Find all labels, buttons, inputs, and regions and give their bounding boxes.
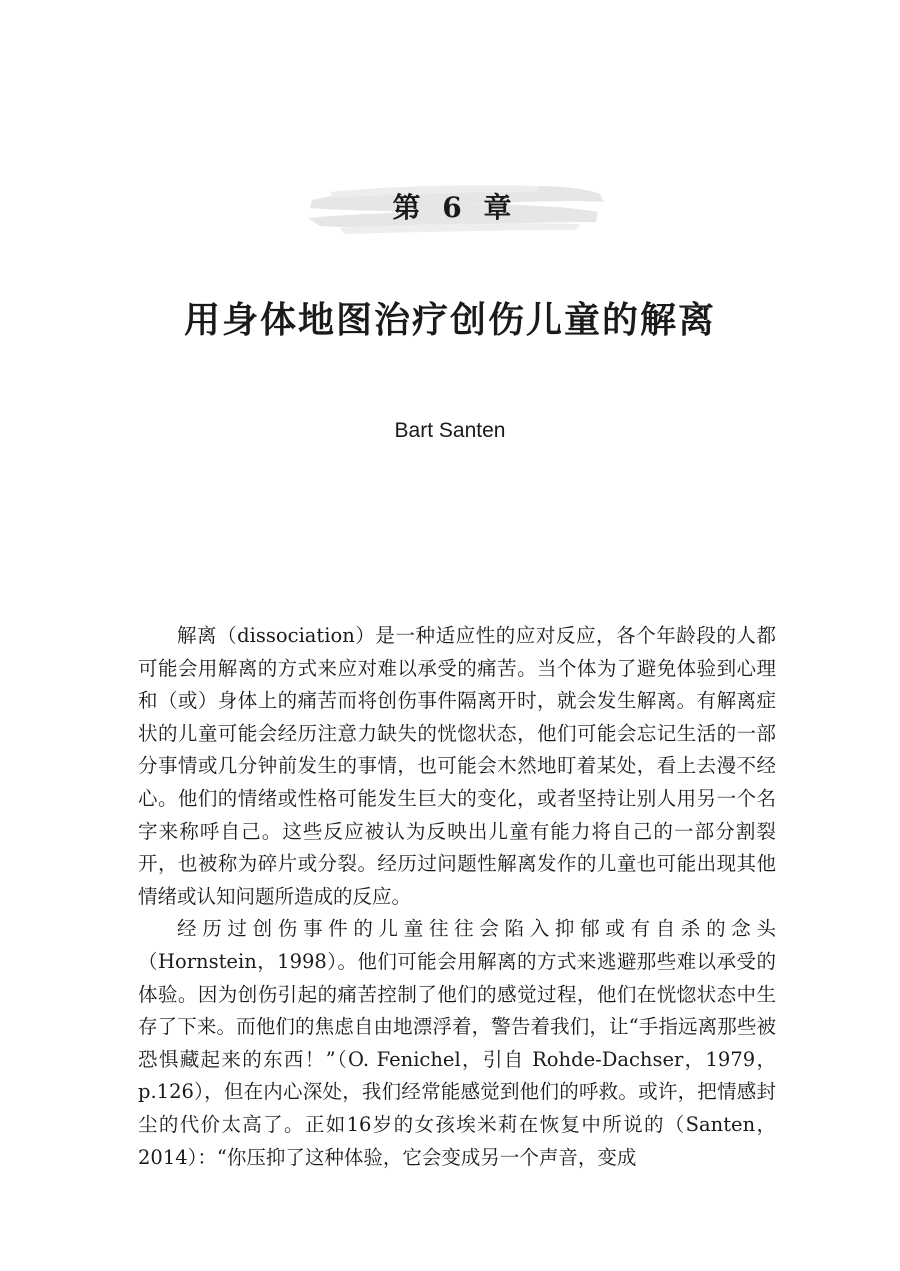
paragraph: 解离（dissociation）是一种适应性的应对反应，各个年龄段的人都可能会用解离的方式来应对难以承受的痛苦。当个体为了避免体验到心理和（或）身体上的痛苦而将创伤事件隔离开时，就会发生解离。有解离症状的儿童可能会经历注意力缺失的恍惚状态，他们可能会忘记生活的一部分事情或几分钟前发生的事情，也可能会木然地盯着某处，看上去漫不经心。他们的情绪或性格可能发生巨大的变化，或者坚持让别人用另一个名字来称呼自己。这些反应被认为反映出儿童有能力将自己的一部分割裂开，也被称为碎片或分裂。经历过问题性解离发作的儿童也可能出现其他情绪或认知问题所造成的反应。 — [138, 624, 776, 908]
chapter-title: 用身体地图治疗创伤儿童的解离 — [183, 300, 716, 341]
paragraph: 经历过创伤事件的儿童往往会陷入抑郁或有自杀的念头（Hornstein，1998）。他们可能会用解离的方式来逃避那些难以承受的体验。因为创伤引起的痛苦控制了他们的感觉过程，他们在恍惚状态中生存了下来。而他们的焦虑自由地漂浮着，警告着我们，让“手指远离那些被恐惧藏起来的东西！”（O. Fenichel，引自 Rohde-Dachser，1979，p.126），但在内心深处，我们经常能感觉到他们的呼救。或许，把情感封尘的代价太高了。正如16岁的女孩埃米莉在恢复中所说的（Santen，2014）：“你压抑了这种体验，它会变成另一个声音，变成 — [138, 917, 776, 1169]
chapter-label-banner — [300, 178, 610, 238]
chapter-number: 第 6 章 — [392, 191, 518, 224]
chapter-author: Bart Santen — [394, 419, 506, 442]
body-text — [138, 620, 776, 1174]
